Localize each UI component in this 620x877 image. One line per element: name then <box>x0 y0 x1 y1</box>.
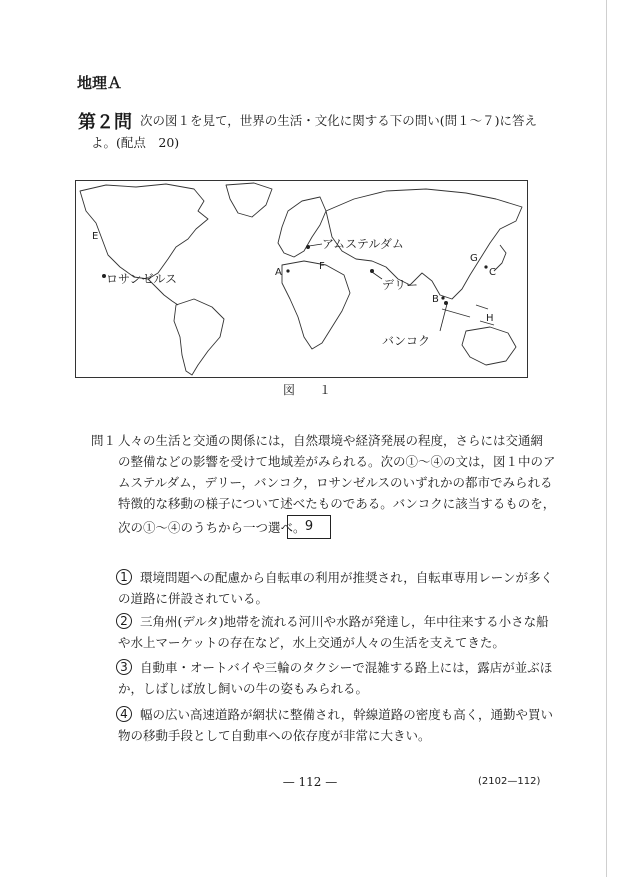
choice-4-line-1: 幅の広い高速道路が網状に整備され，幹線道路の密度も高く，通勤や買い <box>140 707 554 722</box>
point-b-dot <box>441 296 444 299</box>
subquestion-line-5: 次の①～④のうちから一つ選べ。 <box>118 520 306 535</box>
page-number: — 112 — <box>282 775 338 789</box>
subject-heading: 地理Ａ <box>77 74 123 92</box>
choice-2-mark: 2 <box>116 613 132 629</box>
choice-3-line-1: 自動車・オートバイや三輪のタクシーで混雑する路上には，露店が並ぶほ <box>140 660 553 675</box>
point-a-dot <box>286 269 289 272</box>
choice-1-line-2: の道路に併設されている。 <box>118 591 269 606</box>
subquestion-line-4: 特徴的な移動の様子について述べたものである。バンコクに該当するものを， <box>118 496 556 511</box>
choice-2-line-2: や水上マーケットの存在など，水上交通が人々の生活を支えてきた。 <box>118 635 505 650</box>
choice-4-line-2: 物の移動手段として自動車への依存度が非常に大きい。 <box>118 728 431 743</box>
label-h: H <box>486 313 494 324</box>
africa-outline <box>282 261 350 349</box>
north-america-outline <box>80 184 208 279</box>
question-intro-line-1: 次の図１を見て，世界の生活・文化に関する下の問い(問１～７)に答え <box>140 113 538 128</box>
world-map-figure <box>75 180 528 378</box>
choice-1-line-1: 環境問題への配慮から自転車の利用が推奨され，自転車専用レーンが多く <box>140 570 554 585</box>
label-a: A <box>275 267 282 278</box>
page-edge-line <box>606 0 607 877</box>
greenland-outline <box>226 183 272 217</box>
point-c-dot <box>484 265 487 268</box>
label-delhi: デリー <box>382 278 419 292</box>
label-amsterdam: アムステルダム <box>322 237 404 251</box>
label-los-angeles: ロサンゼルス <box>106 272 178 286</box>
amsterdam-leader <box>309 244 322 246</box>
label-e: E <box>92 231 99 242</box>
label-bangkok: バンコク <box>382 334 431 348</box>
delhi-leader <box>372 272 382 279</box>
bangkok-dot <box>444 301 448 305</box>
label-b: B <box>432 294 439 305</box>
answer-number-box: 9 <box>287 515 331 539</box>
bangkok-leader <box>440 304 447 331</box>
choice-3-mark: 3 <box>116 659 132 675</box>
label-f: F <box>319 261 325 272</box>
label-g: G <box>470 253 478 264</box>
label-c: C <box>489 267 496 278</box>
subquestion-line-1: 人々の生活と交通の関係には，自然環境や経済発展の程度，さらには交通網 <box>118 433 544 448</box>
page-code: (2102—112) <box>478 776 541 787</box>
subquestion-line-2: の整備などの影響を受けて地域差がみられる。次の①～④の文は，図１中のア <box>118 454 556 469</box>
south-america-outline <box>174 299 224 375</box>
figure-caption: 図 １ <box>282 383 337 397</box>
question-intro-line-2: よ。(配点 20) <box>91 135 180 150</box>
australia-outline <box>462 327 516 365</box>
choice-1-mark: 1 <box>116 569 132 585</box>
subquestion-line-3: ムステルダム，デリー，バンコク，ロサンゼルスのいずれかの都市でみられる <box>118 475 553 490</box>
choice-2-line-1: 三角州(デルタ)地帯を流れる河川や水路が発達し，年中往来する小さな船 <box>140 614 549 629</box>
world-map-drawing <box>76 181 527 377</box>
choice-4-mark: 4 <box>116 706 132 722</box>
europe-outline <box>278 197 326 257</box>
question-number: 第２問 <box>78 112 132 133</box>
subquestion-number: 問１ <box>91 433 117 448</box>
choice-3-line-2: か，しばしば放し飼いの牛の姿もみられる。 <box>118 681 369 696</box>
